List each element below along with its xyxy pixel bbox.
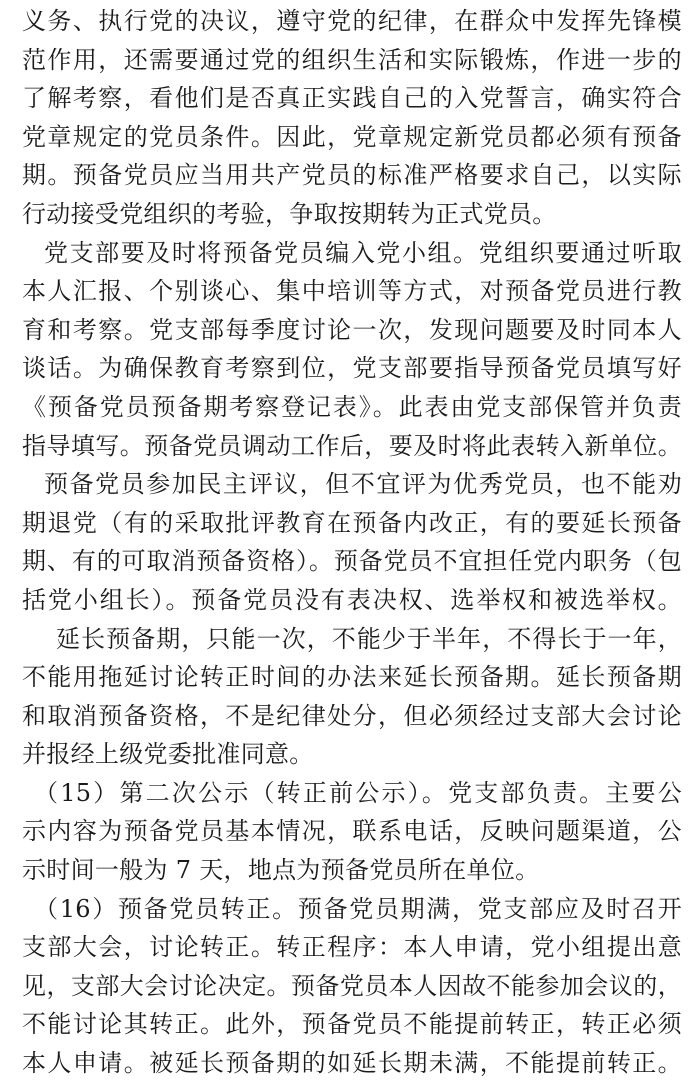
text-line: 了解考察，看他们是否真正实践自己的入党誓言，确实符合 [22, 84, 682, 113]
text-line: 范作用，还需要通过党的组织生活和实际锻炼，作进一步的 [22, 45, 682, 74]
text-line: 育和考察。党支部每季度讨论一次，发现问题要及时同本人 [22, 315, 682, 344]
text-line: 党章规定的党员条件。因此，党章规定新党员都必须有预备 [22, 122, 682, 151]
text-line: 支部大会，讨论转正。转正程序：本人申请，党小组提出意 [22, 933, 682, 962]
paragraph-start-line: （16）预备党员转正。预备党员期满，党支部应及时召开 [34, 894, 682, 923]
text-line: 期、有的可取消预备资格）。预备党员不宜担任党内职务（包 [22, 547, 682, 576]
text-line: 不能讨论其转正。此外，预备党员不能提前转正，转正必须 [22, 1010, 682, 1039]
text-line: 示时间一般为 7 天，地点为预备党员所在单位。 [22, 856, 540, 885]
text-line: 并报经上级党委批准同意。 [22, 740, 314, 769]
text-line: 行动接受党组织的考验，争取按期转为正式党员。 [22, 199, 557, 228]
text-line: 不能用拖延讨论转正时间的办法来延长预备期。延长预备期 [22, 663, 682, 692]
text-line: 指导填写。预备党员调动工作后，要及时将此表转入新单位。 [22, 431, 682, 460]
paragraph-start-line: 延长预备期，只能一次，不能少于半年，不得长于一年， [56, 624, 682, 653]
text-line: 谈话。为确保教育考察到位，党支部要指导预备党员填写好 [22, 354, 682, 383]
text-line: 义务、执行党的决议，遵守党的纪律，在群众中发挥先锋模 [22, 7, 682, 35]
text-line: 括党小组长）。预备党员没有表决权、选举权和被选举权。 [22, 585, 682, 614]
paragraph-start-line: 党支部要及时将预备党员编入党小组。党组织要通过听取 [44, 238, 682, 267]
text-line: 《预备党员预备期考察登记表》。此表由党支部保管并负责 [22, 392, 682, 421]
text-line: 见，支部大会讨论决定。预备党员本人因故不能参加会议的， [22, 971, 682, 1000]
text-line: 示内容为预备党员基本情况，联系电话，反映问题渠道，公 [22, 817, 682, 846]
document-page [22, 2, 682, 1083]
text-line: 和取消预备资格，不是纪律处分，但必须经过支部大会讨论 [22, 701, 682, 730]
paragraph-start-line: 预备党员参加民主评议，但不宜评为优秀党员，也不能劝 [44, 470, 682, 499]
paragraph-start-line: （15）第二次公示（转正前公示）。党支部负责。主要公 [34, 778, 682, 807]
text-line: 期退党（有的采取批评教育在预备内改正，有的要延长预备 [22, 508, 682, 537]
text-line: 期。预备党员应当用共产党员的标准严格要求自己，以实际 [22, 161, 682, 190]
text-line: 本人汇报、个别谈心、集中培训等方式，对预备党员进行教 [22, 277, 682, 306]
text-line: 本人申请。被延长预备期的如延长期未满，不能提前转正。 [22, 1049, 682, 1078]
